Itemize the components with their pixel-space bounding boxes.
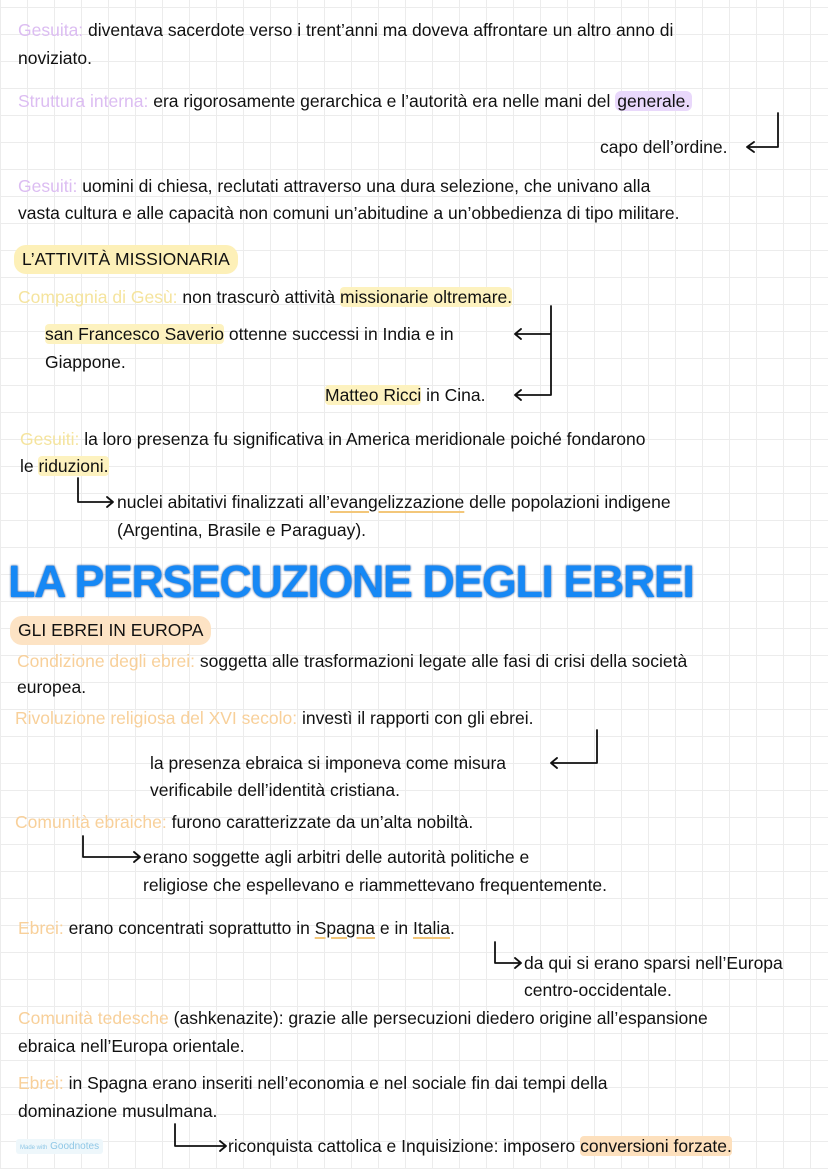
underlined-text: evangelizzazione xyxy=(330,492,465,512)
note-text: in Spagna erano inseriti nell’economia e nel sociale fin dai tempi della xyxy=(63,1073,608,1093)
keyword-label: Condizione degli ebrei: xyxy=(17,651,196,671)
note-text: nuclei abitativi finalizzati all’ xyxy=(117,492,331,512)
highlighted-text: Matteo Ricci xyxy=(325,385,422,405)
arrow-icon xyxy=(515,306,551,400)
keyword-label: Rivoluzione religiosa del XVI secolo: xyxy=(15,708,298,728)
page-title: LA PERSECUZIONE DEGLI EBREI xyxy=(8,556,694,607)
note-text: non trascurò attività xyxy=(177,287,340,307)
note-text: le xyxy=(20,456,39,476)
watermark-prefix: Made with xyxy=(20,1145,48,1151)
note-text: . xyxy=(449,918,455,938)
note-text: erano soggette agli arbitri delle autorità politiche e xyxy=(143,847,530,867)
highlighted-text: san Francesco Saverio xyxy=(45,324,224,344)
highlighted-text: conversioni forzate. xyxy=(580,1136,732,1156)
note-text: riconquista cattolica e Inquisizione: imposero xyxy=(228,1136,581,1156)
keyword-label: Gesuita: xyxy=(18,20,84,40)
note-text: in Cina. xyxy=(421,385,486,405)
underlined-text: Italia xyxy=(413,918,450,938)
note-text: furono caratterizzate da un’alta nobiltà. xyxy=(166,812,474,832)
keyword-label: Ebrei: xyxy=(18,1073,64,1093)
note-text: ebraica nell’Europa orientale. xyxy=(18,1036,245,1056)
keyword-label: Struttura interna: xyxy=(18,91,149,111)
note-text: uomini di chiesa, reclutati attraverso una dura selezione, che univano alla xyxy=(77,176,651,196)
keyword-label: Comunità tedesche xyxy=(18,1008,169,1028)
keyword-label: Compagnia di Gesù: xyxy=(18,287,178,307)
note-text: ottenne successi in India e in xyxy=(223,324,454,344)
highlighted-text: generale. xyxy=(617,91,691,111)
highlighted-text: missionarie oltremare. xyxy=(340,287,513,307)
arrow-icon xyxy=(175,1124,226,1151)
keyword-label: Gesuiti: xyxy=(20,429,80,449)
arrow-icon xyxy=(495,942,521,968)
note-text: noviziato. xyxy=(18,48,92,68)
heading-missionaria: L’ATTIVITÀ MISSIONARIA xyxy=(14,245,238,274)
note-text: verificabile dell’identità cristiana. xyxy=(150,780,400,800)
note-text: (ashkenazite): grazie alle persecuzioni diedero origine all’espansione xyxy=(168,1008,708,1028)
note-text: la presenza ebraica si imponeva come misura xyxy=(150,753,506,773)
heading-europa: GLI EBREI IN EUROPA xyxy=(10,616,211,645)
note-text: capo dell’ordine. xyxy=(600,137,728,157)
note-text: la loro presenza fu significativa in America meridionale poiché fondarono xyxy=(79,429,646,449)
note-text: e in xyxy=(375,918,413,938)
arrow-icon xyxy=(747,113,778,152)
note-text: erano concentrati soprattutto in xyxy=(63,918,315,938)
underlined-text: Spagna xyxy=(314,918,376,938)
watermark-brand: Goodnotes xyxy=(50,1141,100,1152)
note-text: era rigorosamente gerarchica e l’autorità era nelle mani del xyxy=(148,91,616,111)
note-text: delle popolazioni indigene xyxy=(464,492,671,512)
arrow-icon xyxy=(78,478,113,507)
note-text: soggetta alle trasformazioni legate alle fasi di crisi della società xyxy=(195,651,688,671)
keyword-label: Ebrei: xyxy=(18,918,64,938)
keyword-label: Comunità ebraiche: xyxy=(15,812,167,832)
arrow-icon xyxy=(83,836,140,862)
note-text: da qui si erano sparsi nell’Europa xyxy=(524,953,783,973)
note-text: vasta cultura e alle capacità non comuni un’abitudine a un’obbedienza di tipo militare. xyxy=(18,203,680,223)
note-text: Giappone. xyxy=(45,352,126,372)
note-text: europea. xyxy=(17,677,87,697)
note-text: diventava sacerdote verso i trent’anni ma doveva affrontare un altro anno di xyxy=(83,20,674,40)
note-text: religiose che espellevano e riammettevano frequentemente. xyxy=(143,875,608,895)
keyword-label: Gesuiti: xyxy=(18,176,78,196)
note-text: (Argentina, Brasile e Paraguay). xyxy=(117,520,367,540)
note-text: investì il rapporti con gli ebrei. xyxy=(297,708,534,728)
note-text: dominazione musulmana. xyxy=(18,1101,218,1121)
arrow-icon xyxy=(551,730,597,768)
highlighted-text: riduzioni. xyxy=(38,456,109,476)
note-text: centro-occidentale. xyxy=(524,980,672,1000)
